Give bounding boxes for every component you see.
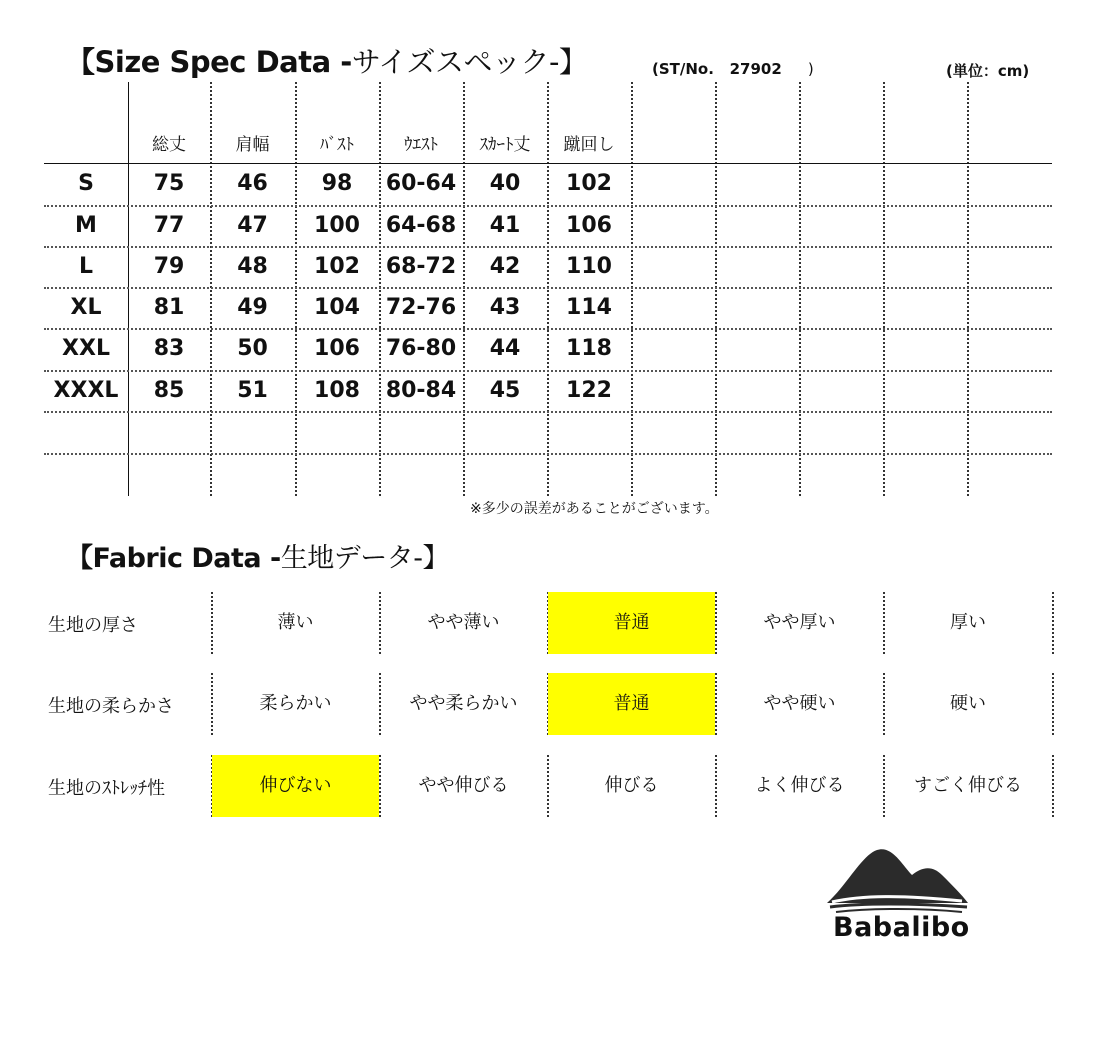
size-column-header: ﾊﾞｽﾄ xyxy=(320,135,354,155)
fabric-option-selected: 普通 xyxy=(548,592,715,654)
size-value-cell: 85 xyxy=(153,378,185,403)
size-value-cell: 100 xyxy=(314,213,360,238)
tolerance-note: ※多少の誤差があることがございます。 xyxy=(470,501,719,517)
fabric-row-label: 生地の柔らかさ xyxy=(48,696,174,717)
size-label: M xyxy=(75,213,97,238)
size-value-cell: 45 xyxy=(489,378,521,403)
size-value-cell: 64-68 xyxy=(385,213,457,238)
unit-label: (単位：cm) xyxy=(946,62,1030,80)
mountain-logo-icon xyxy=(822,845,972,915)
size-value-cell: 51 xyxy=(237,378,268,403)
size-value-cell: 49 xyxy=(237,295,268,320)
size-column-divider xyxy=(967,82,969,496)
size-value-cell: 75 xyxy=(153,171,185,196)
size-value-cell: 41 xyxy=(489,213,521,238)
size-value-cell: 114 xyxy=(566,295,612,320)
size-value-cell: 44 xyxy=(489,336,521,361)
size-value-cell: 110 xyxy=(566,254,612,279)
size-column-header: ｳｴｽﾄ xyxy=(404,135,438,155)
size-value-cell: 79 xyxy=(153,254,185,279)
size-column-divider xyxy=(883,82,885,496)
fabric-option: やや薄い xyxy=(427,612,500,633)
fabric-option: 厚い xyxy=(950,612,986,633)
size-value-cell: 72-76 xyxy=(385,295,457,320)
size-column-header: 総丈 xyxy=(152,135,186,155)
size-label: S xyxy=(78,171,94,196)
size-value-cell: 47 xyxy=(237,213,268,238)
fabric-data-title xyxy=(66,536,449,575)
fabric-option-selected: 普通 xyxy=(548,673,715,735)
size-value-cell: 50 xyxy=(237,336,268,361)
size-row-divider xyxy=(44,411,1052,413)
size-value-cell: 106 xyxy=(566,213,612,238)
size-row-divider xyxy=(44,453,1052,455)
fabric-option-selected: 伸びない xyxy=(212,755,379,817)
size-column-header: ｽｶｰﾄ丈 xyxy=(479,135,531,155)
fabric-option: やや柔らかい xyxy=(409,693,518,714)
size-value-cell: 40 xyxy=(489,171,521,196)
size-label: XL xyxy=(70,295,102,320)
fabric-title-main: 【Fabric Data - xyxy=(66,543,281,574)
style-number xyxy=(652,60,814,78)
size-value-cell: 76-80 xyxy=(385,336,457,361)
style-number-close: ) xyxy=(807,60,814,78)
size-value-cell: 106 xyxy=(314,336,360,361)
size-spec-title-sub: サイズスペック-】 xyxy=(351,45,588,79)
size-label: L xyxy=(78,254,94,279)
fabric-option: 薄い xyxy=(277,612,314,633)
fabric-row-label: 生地のｽﾄﾚｯﾁ性 xyxy=(48,778,165,799)
fabric-option: すごく伸びる xyxy=(914,775,1022,796)
fabric-option: 硬い xyxy=(950,693,986,714)
size-spec-title-main: 【Size Spec Data - xyxy=(66,45,352,79)
size-value-cell: 68-72 xyxy=(385,254,457,279)
style-number-value: 27902 xyxy=(729,60,782,78)
fabric-option: 柔らかい xyxy=(259,693,332,714)
size-column-divider xyxy=(799,82,801,496)
fabric-column-divider xyxy=(1052,755,1054,817)
size-value-cell: 46 xyxy=(237,171,268,196)
size-value-cell: 48 xyxy=(237,254,268,279)
size-label: XXXL xyxy=(53,378,119,403)
size-value-cell: 42 xyxy=(489,254,521,279)
fabric-row-label: 生地の厚さ xyxy=(48,615,138,636)
size-value-cell: 80-84 xyxy=(385,378,457,403)
brand-name: Babalibo xyxy=(833,912,970,943)
size-value-cell: 60-64 xyxy=(385,171,457,196)
size-spec-title xyxy=(66,40,587,81)
size-column-header: 肩幅 xyxy=(235,135,270,155)
size-column-header: 蹴回し xyxy=(563,135,615,155)
fabric-title-sub: 生地データ-】 xyxy=(280,543,449,574)
size-value-cell: 98 xyxy=(321,171,353,196)
fabric-option: やや伸びる xyxy=(418,775,509,796)
fabric-option: やや硬い xyxy=(763,693,836,714)
size-value-cell: 81 xyxy=(153,295,185,320)
size-value-cell: 108 xyxy=(314,378,360,403)
style-number-label: (ST/No. xyxy=(652,60,714,78)
fabric-option: 伸びる xyxy=(604,775,659,796)
size-column-divider xyxy=(631,82,633,496)
fabric-option: よく伸びる xyxy=(754,775,845,796)
size-value-cell: 83 xyxy=(153,336,185,361)
size-value-cell: 102 xyxy=(314,254,360,279)
fabric-column-divider xyxy=(1052,592,1054,654)
size-value-cell: 104 xyxy=(314,295,360,320)
size-value-cell: 43 xyxy=(489,295,521,320)
size-column-divider xyxy=(715,82,717,496)
size-value-cell: 77 xyxy=(153,213,185,238)
fabric-option: やや厚い xyxy=(763,612,836,633)
fabric-column-divider xyxy=(1052,673,1054,735)
size-label: XXL xyxy=(62,336,110,361)
size-value-cell: 102 xyxy=(566,171,612,196)
size-value-cell: 118 xyxy=(566,336,612,361)
size-value-cell: 122 xyxy=(566,378,612,403)
